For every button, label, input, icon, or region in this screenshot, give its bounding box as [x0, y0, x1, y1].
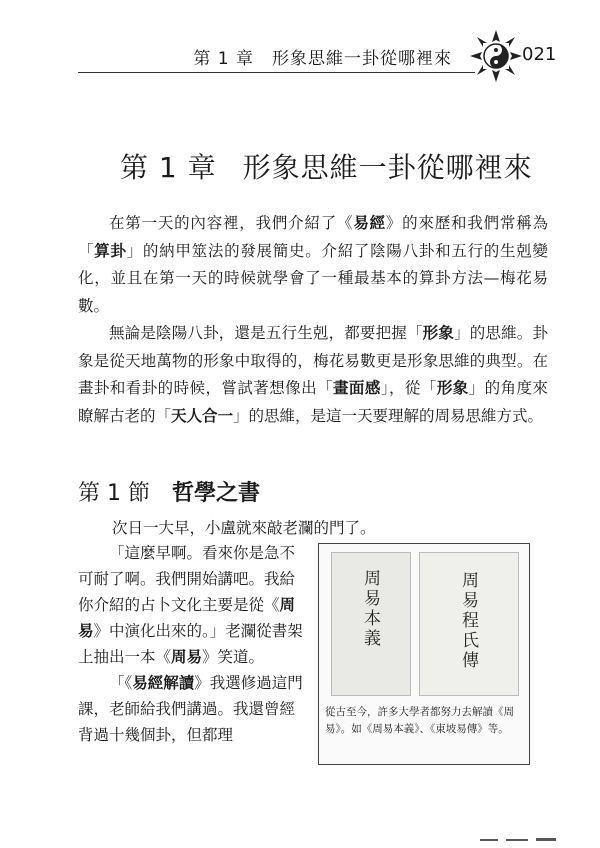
chapter-heading: [120, 146, 533, 186]
section-heading: [78, 476, 260, 507]
book-cover-right: [419, 552, 519, 696]
bold-term: 形象: [436, 379, 469, 397]
page-number: 021: [522, 44, 557, 65]
book-left-title: 周易本義: [360, 569, 380, 649]
dialogue-paragraph-1: 「這麼早啊。看來你是急不可耐了啊。我們開始講吧。我給你介紹的占卜文化主要是從《周易》中演化出來的。」老瀾從書架上抽出一本《周易》笑道。: [78, 544, 303, 666]
bold-term: 周易: [78, 596, 296, 640]
header-rule: [78, 72, 475, 73]
bold-term: 天人合一: [171, 406, 234, 425]
chapter-title: 形象思維一卦從哪裡來: [242, 151, 533, 184]
figure-caption: 從古至今，許多大學者都努力去解讀《周易》。如《周易本義》、《東坡易傳》等。: [325, 706, 514, 735]
section-title: 哲學之書: [171, 481, 260, 506]
book-figure: [318, 543, 530, 765]
section-number: 第 1 節: [78, 481, 150, 506]
chapter-number: 第 1 章: [120, 151, 217, 184]
intro-paragraph-2: 無論是陰陽八卦，還是五行生剋，都要把握「形象」的思維。卦象是從天地萬物的形象中取得的，梅花易數更是形象思維的典型。在畫卦和看卦的時候，嘗試著想像出「畫面感」，從「形象」的角度來瞭解古老的「天人合一」的思維，是這一天要理解的周易思維方式。: [78, 324, 548, 425]
story-opening-line: 次日一大早，小盧就來敲老瀾的門了。: [112, 519, 376, 537]
bold-term: 形象: [422, 324, 455, 342]
bold-term: 易經解讀: [132, 674, 195, 692]
bold-term: 周易: [171, 648, 203, 666]
dialogue-text: [78, 540, 310, 748]
bold-term: 算卦: [94, 241, 127, 260]
intro-paragraph-1: 在第一天的內容裡，我們介紹了《易經》的來歷和我們常稱為「算卦」的納甲筮法的發展簡史。介紹了陰陽八卦和五行的生剋變化，並且在第一天的時候就學會了一種最基本的算卦方法—梅花易數。: [78, 214, 548, 315]
yin-yang-ornament-icon: [468, 28, 524, 84]
book-cover-left: [331, 552, 411, 696]
footer-decoration: [480, 836, 560, 844]
intro-text: [78, 210, 548, 430]
dialogue-paragraph-2: 「《易經解讀》我選修過這門課，老師給我們講過。我還曾經背過十幾個卦，但都理: [78, 674, 303, 744]
book-right-title: 周易程氏傳: [458, 571, 478, 671]
running-header-title: 第 1 章 形象思維一卦從哪裡來: [193, 49, 452, 69]
bold-term: 畫面感: [333, 379, 381, 397]
bold-term: 易經: [353, 214, 386, 232]
